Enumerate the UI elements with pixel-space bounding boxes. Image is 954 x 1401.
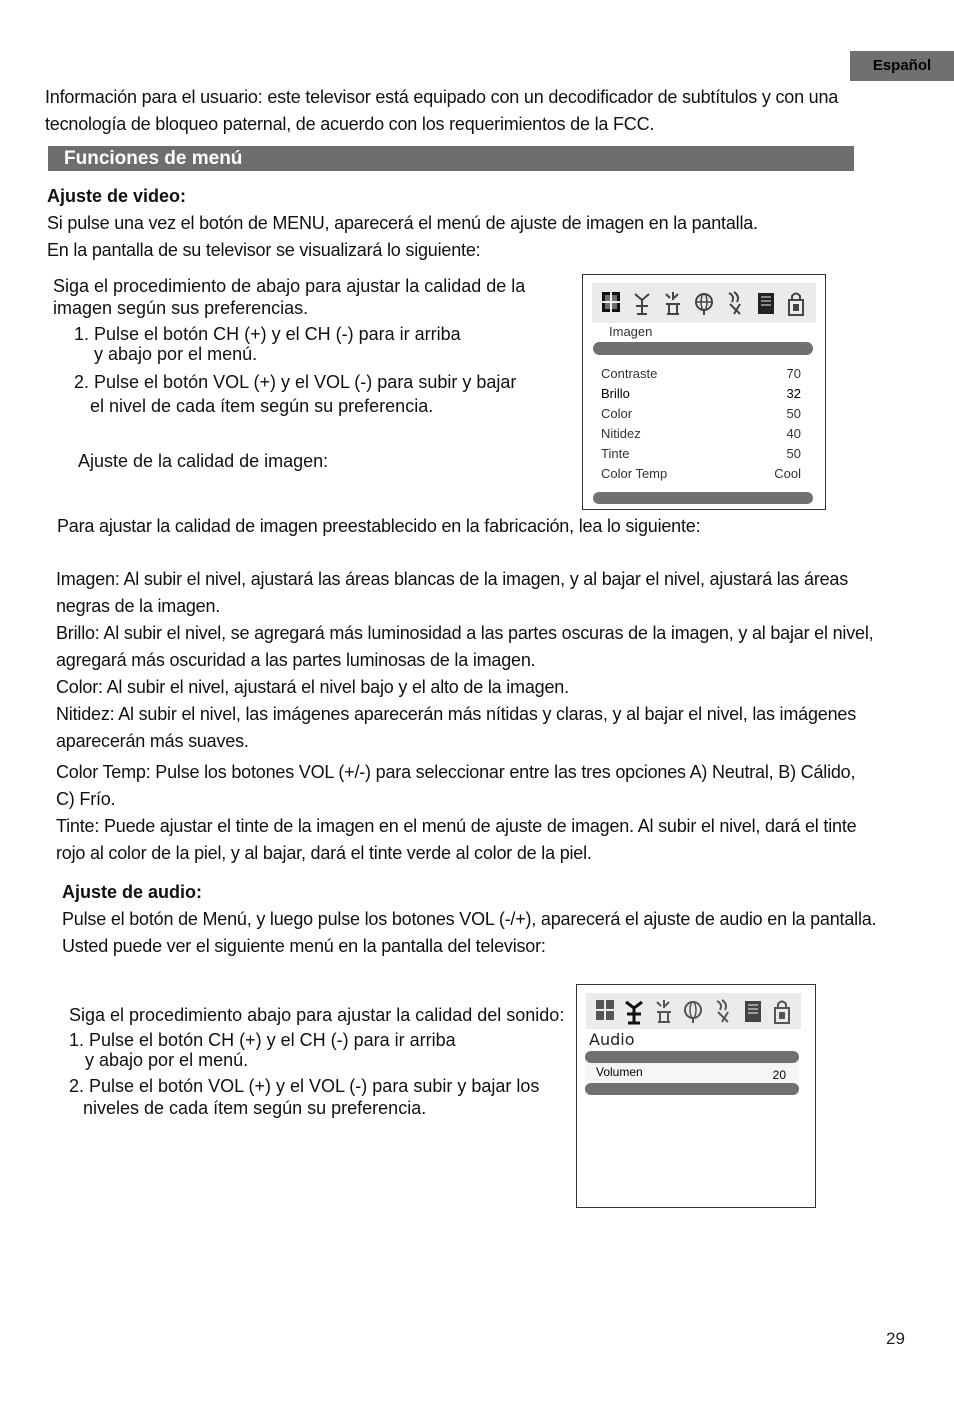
setup-icon (693, 288, 715, 318)
audio-intro-line: Usted puede ver el siguiente menú en la pantalla del televisor: (62, 936, 546, 956)
menu-row-label: Tinte (601, 446, 630, 461)
channel-icon (724, 288, 746, 318)
step-line: 2. Pulse el botón VOL (+) y el VOL (-) para subir y bajar (74, 372, 517, 392)
audio-step-2 (69, 1075, 569, 1119)
menu-row-label: Nitidez (601, 426, 641, 441)
step-line: y abajo por el menú. (94, 344, 258, 364)
menu-row[interactable] (601, 406, 801, 421)
audio-steps-intro: Siga el procedimiento abajo para ajustar la calidad del sonido: (69, 1005, 565, 1025)
menu-row[interactable] (601, 426, 801, 441)
quality-label: Ajuste de la calidad de imagen: (78, 451, 329, 471)
video-intro-line: Si pulse una vez el botón de MENU, aparecerá el menú de ajuste de imagen en la pantalla. (47, 213, 758, 233)
step-line: y abajo por el menú. (85, 1050, 249, 1070)
intro-line: tecnología de bloqueo paternal, de acuerdo con los requerimientos de la FCC. (45, 114, 655, 134)
menu-row[interactable] (601, 446, 801, 461)
pc-icon (771, 996, 793, 1026)
video-steps (53, 275, 553, 319)
description-line: rojo al color de la piel, y al bajar, dará el tinte verde al color de la piel. (56, 843, 592, 863)
description-line: Nitidez: Al subir el nivel, las imágenes aparecerán más nítidas y claras, y al bajar el nivel, las imágenes (56, 704, 856, 724)
menu-row-value: 40 (786, 426, 801, 441)
step-line: 1. Pulse el botón CH (+) y el CH (-) para ir arriba (74, 324, 461, 344)
menu-row-label: Volumen (596, 1065, 643, 1079)
menu-row-label: Contraste (601, 366, 658, 381)
audio-intro-line: Pulse el botón de Menú, y luego pulse los botones VOL (-/+), aparecerá el ajuste de audio en la pantalla. (62, 909, 877, 929)
description-line: Tinte: Puede ajustar el tinte de la imagen en el menú de ajuste de imagen. Al subir el nivel, dará el tinte (56, 816, 857, 836)
time-icon (662, 288, 684, 318)
step-line: el nivel de cada ítem según su preferencia. (90, 396, 434, 416)
menu-bottom-bar (593, 492, 813, 504)
menu-row-value: 50 (786, 446, 801, 461)
lock-icon (742, 996, 764, 1026)
section-title: Funciones de menú (48, 146, 854, 171)
page-number: 29 (886, 1329, 905, 1348)
menu-row[interactable] (601, 366, 801, 381)
menu-title: Audio (589, 1030, 635, 1049)
video-intro-line: En la pantalla de su televisor se visualizará lo siguiente: (47, 240, 481, 260)
menu-row-value: 50 (786, 406, 801, 421)
step-line: 2. Pulse el botón VOL (+) y el VOL (-) para subir y bajar los (69, 1076, 540, 1096)
menu-row-value: Cool (774, 466, 801, 481)
setup-icon (682, 996, 704, 1026)
video-heading: Ajuste de video: (47, 186, 187, 206)
intro-text (45, 84, 905, 138)
video-step-1 (74, 324, 554, 364)
description-line: Brillo: Al subir el nivel, se agregará más luminosidad a las partes oscuras de la imagen, y al bajar el nivel, (56, 623, 874, 643)
picture-icon (600, 288, 622, 318)
picture-menu-screen (582, 274, 826, 510)
audio-intro (62, 906, 932, 960)
step-line: niveles de cada ítem según su preferencia. (83, 1098, 427, 1118)
intro-line: Información para el usuario: este televisor está equipado con un decodificador de subtítulos y con una (45, 87, 839, 107)
menu-top-bar (585, 1051, 799, 1063)
lock-icon (755, 288, 777, 318)
time-icon (653, 996, 675, 1026)
audio-icon (623, 996, 645, 1026)
description-line: Color Temp: Pulse los botones VOL (+/-) para seleccionar entre las tres opciones A) Neutral, B) Cálido, (56, 762, 856, 782)
menu-row[interactable] (601, 466, 801, 481)
menu-row-selected[interactable] (601, 386, 801, 401)
language-tab: Español (850, 51, 954, 81)
step-line: 1. Pulse el botón CH (+) y el CH (-) para ir arriba (69, 1030, 456, 1050)
steps-intro-line: Siga el procedimiento de abajo para ajustar la calidad de la (53, 276, 526, 296)
video-descriptions (56, 566, 886, 867)
channel-icon (712, 996, 734, 1026)
audio-menu-screen (576, 984, 816, 1208)
menu-top-bar (593, 342, 813, 355)
picture-icon (594, 996, 616, 1026)
description-line: aparecerán más suaves. (56, 731, 249, 751)
audio-step-1 (69, 1030, 569, 1070)
steps-intro-line: imagen según sus preferencias. (53, 298, 309, 318)
menu-row-selected[interactable] (596, 1065, 786, 1082)
menu-row-value: 20 (772, 1068, 786, 1082)
video-intro (47, 210, 907, 264)
audio-heading: Ajuste de audio: (62, 882, 203, 902)
description-line: Color: Al subir el nivel, ajustará el nivel bajo y el alto de la imagen. (56, 677, 569, 697)
pc-icon (785, 288, 807, 318)
menu-icon-strip (592, 283, 816, 323)
menu-row-label: Brillo (601, 386, 630, 401)
menu-row-label: Color Temp (601, 466, 668, 481)
description-line: agregará más oscuridad a las partes luminosas de la imagen. (56, 650, 536, 670)
description-line: C) Frío. (56, 789, 116, 809)
factory-note: Para ajustar la calidad de imagen preestablecido en la fabricación, lea lo siguiente: (57, 516, 701, 536)
description-line: negras de la imagen. (56, 596, 221, 616)
menu-title: Imagen (609, 324, 653, 339)
menu-bottom-bar (585, 1083, 799, 1095)
audio-icon (631, 288, 653, 318)
video-step-2 (74, 370, 554, 418)
menu-row-value: 70 (786, 366, 801, 381)
description-line: Imagen: Al subir el nivel, ajustará las áreas blancas de la imagen, y al bajar el nivel, ajustará las áreas (56, 569, 849, 589)
menu-icon-strip (586, 993, 801, 1029)
menu-row-value: 32 (786, 386, 801, 401)
menu-row-label: Color (601, 406, 633, 421)
